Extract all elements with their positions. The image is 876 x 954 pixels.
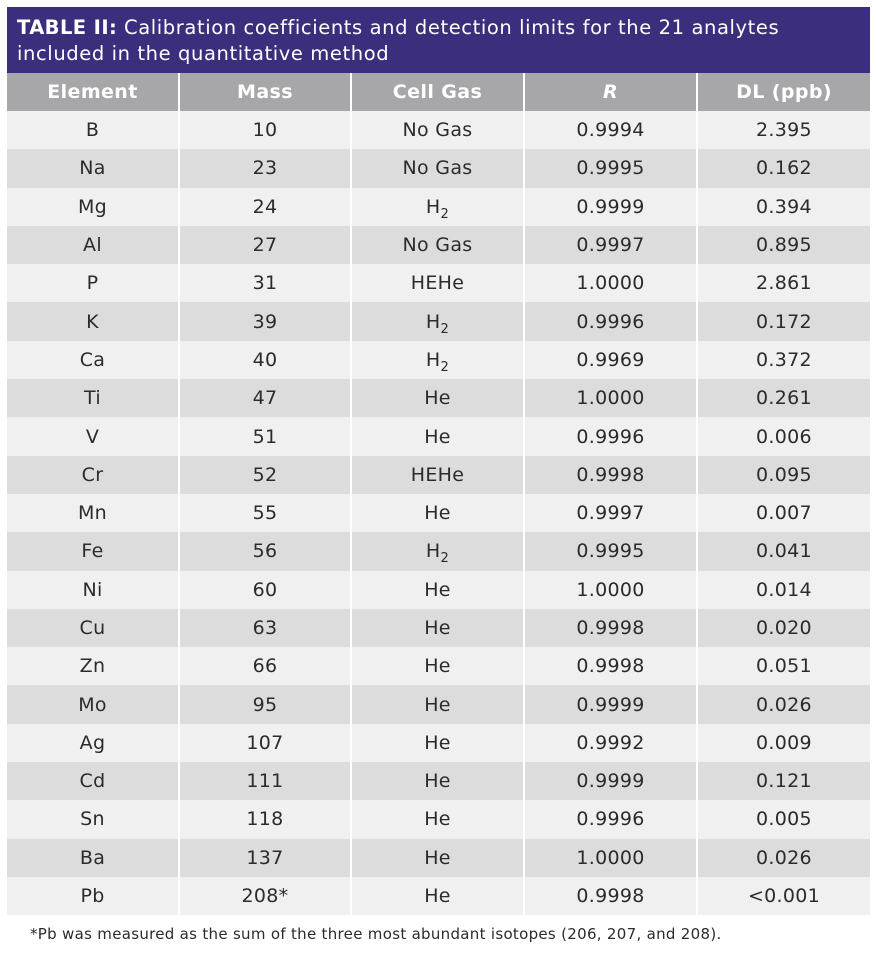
- table-row: [7, 609, 870, 647]
- cell-element: Al: [7, 226, 179, 264]
- table-row: [7, 724, 870, 762]
- cell-gas-text: He: [424, 387, 451, 410]
- cell-gas-text: No Gas: [402, 157, 473, 180]
- cell-dl: 0.006: [697, 417, 870, 455]
- cell-gas: [351, 264, 524, 302]
- cell-mass: 10: [179, 111, 351, 149]
- cell-dl: 0.026: [697, 685, 870, 723]
- cell-r: 0.9997: [524, 226, 697, 264]
- cell-r: 1.0000: [524, 379, 697, 417]
- cell-gas-text: He: [424, 578, 451, 601]
- cell-gas-text: H: [425, 540, 441, 563]
- cell-dl: <0.001: [697, 877, 870, 915]
- cell-mass: 27: [179, 226, 351, 264]
- cell-element: B: [7, 111, 179, 149]
- cell-r: 0.9996: [524, 800, 697, 838]
- cell-gas-subscript: 2: [440, 206, 450, 222]
- cell-dl: 0.095: [697, 456, 870, 494]
- cell-r: 0.9992: [524, 724, 697, 762]
- cell-dl: 0.172: [697, 302, 870, 340]
- cell-gas-text: He: [424, 502, 451, 525]
- cell-r: 0.9998: [524, 609, 697, 647]
- cell-r: 0.9995: [524, 532, 697, 570]
- table-row: [7, 839, 870, 877]
- cell-gas-text: He: [424, 617, 451, 639]
- cell-element: Fe: [7, 532, 179, 570]
- calibration-table: [7, 73, 870, 915]
- cell-r: 0.9998: [524, 877, 697, 915]
- cell-element: Pb: [7, 877, 179, 915]
- cell-gas: [351, 800, 524, 838]
- table-row: [7, 532, 870, 570]
- header-row: [7, 73, 870, 111]
- table-row: [7, 149, 870, 187]
- cell-dl: 0.895: [697, 226, 870, 264]
- cell-r: 0.9994: [524, 111, 697, 149]
- cell-gas-text: He: [424, 731, 451, 754]
- caption-text: Calibration coefficients and detection limits for the 21 analytes included in the quantitative method: [17, 16, 780, 65]
- cell-dl: 0.014: [697, 571, 870, 609]
- cell-gas: [351, 647, 524, 685]
- cell-mass: 39: [179, 302, 351, 340]
- table-row: [7, 456, 870, 494]
- table-row: [7, 188, 870, 226]
- cell-gas-text: HEHe: [410, 272, 465, 295]
- table-row: [7, 417, 870, 455]
- cell-dl: 0.041: [697, 532, 870, 570]
- cell-gas-text: He: [424, 770, 451, 793]
- cell-element: Ca: [7, 341, 179, 379]
- cell-dl: 0.121: [697, 762, 870, 800]
- cell-mass: 95: [179, 685, 351, 723]
- column-header-cell-gas: Cell Gas: [351, 73, 524, 111]
- cell-mass: 60: [179, 571, 351, 609]
- cell-element: K: [7, 302, 179, 340]
- table-row: [7, 264, 870, 302]
- cell-dl: 0.162: [697, 149, 870, 187]
- table-row: [7, 494, 870, 532]
- cell-gas-subscript: 2: [440, 551, 450, 567]
- cell-mass: 55: [179, 494, 351, 532]
- cell-gas: [351, 417, 524, 455]
- cell-gas: [351, 149, 524, 187]
- table-row: [7, 877, 870, 915]
- cell-element: Ti: [7, 379, 179, 417]
- cell-mass: 47: [179, 379, 351, 417]
- cell-dl: 0.261: [697, 379, 870, 417]
- table-row: [7, 111, 870, 149]
- cell-gas-text: He: [424, 885, 451, 908]
- cell-gas: [351, 877, 524, 915]
- table-row: [7, 685, 870, 723]
- column-header-r: R: [524, 73, 697, 111]
- cell-element: Mg: [7, 188, 179, 226]
- cell-gas: [351, 494, 524, 532]
- cell-element: Ag: [7, 724, 179, 762]
- cell-r: 0.9996: [524, 417, 697, 455]
- cell-element: Ba: [7, 839, 179, 877]
- cell-dl: 0.051: [697, 647, 870, 685]
- cell-r: 0.9997: [524, 494, 697, 532]
- cell-gas: [351, 724, 524, 762]
- cell-r: 0.9995: [524, 149, 697, 187]
- cell-gas-text: He: [424, 808, 451, 831]
- cell-gas-subscript: 2: [440, 359, 450, 375]
- cell-mass: 56: [179, 532, 351, 570]
- caption-label: TABLE II:: [17, 16, 118, 39]
- cell-r: 1.0000: [524, 264, 697, 302]
- cell-gas: [351, 456, 524, 494]
- cell-element: Mn: [7, 494, 179, 532]
- cell-gas-text: H: [425, 348, 441, 371]
- table-row: [7, 571, 870, 609]
- cell-dl: 0.007: [697, 494, 870, 532]
- cell-gas: [351, 571, 524, 609]
- cell-dl: 0.009: [697, 724, 870, 762]
- table-row: [7, 379, 870, 417]
- cell-element: Sn: [7, 800, 179, 838]
- cell-mass: 137: [179, 839, 351, 877]
- cell-mass: 40: [179, 341, 351, 379]
- cell-gas-subscript: 2: [440, 321, 450, 337]
- cell-gas: [351, 532, 524, 570]
- column-header-element: Element: [7, 73, 179, 111]
- cell-r: 0.9999: [524, 188, 697, 226]
- table-caption: [7, 7, 870, 73]
- cell-element: P: [7, 264, 179, 302]
- cell-mass: 23: [179, 149, 351, 187]
- cell-gas-text: No Gas: [402, 234, 473, 257]
- cell-gas-text: HEHe: [410, 463, 465, 486]
- cell-dl: 0.372: [697, 341, 870, 379]
- cell-mass: 208*: [179, 877, 351, 915]
- cell-mass: 63: [179, 609, 351, 647]
- column-header-dl: DL (ppb): [697, 73, 870, 111]
- cell-gas: [351, 302, 524, 340]
- table-footnote: *Pb was measured as the sum of the three most abundant isotopes (206, 207, and 208).: [30, 925, 722, 943]
- table-row: [7, 800, 870, 838]
- cell-gas: [351, 762, 524, 800]
- cell-gas-text: H: [425, 310, 441, 333]
- cell-dl: 0.394: [697, 188, 870, 226]
- cell-r: 0.9996: [524, 302, 697, 340]
- table-row: [7, 341, 870, 379]
- cell-mass: 24: [179, 188, 351, 226]
- table-row: [7, 226, 870, 264]
- cell-dl: 0.020: [697, 609, 870, 647]
- cell-mass: 107: [179, 724, 351, 762]
- cell-element: Cu: [7, 609, 179, 647]
- cell-r: 0.9998: [524, 647, 697, 685]
- cell-dl: 2.861: [697, 264, 870, 302]
- cell-mass: 111: [179, 762, 351, 800]
- cell-r: 0.9969: [524, 341, 697, 379]
- cell-element: Cr: [7, 456, 179, 494]
- table-body: [7, 111, 870, 915]
- cell-r: 0.9999: [524, 762, 697, 800]
- table-row: [7, 762, 870, 800]
- cell-gas-text: No Gas: [402, 119, 473, 142]
- cell-element: Zn: [7, 647, 179, 685]
- cell-r: 1.0000: [524, 839, 697, 877]
- column-header-mass: Mass: [179, 73, 351, 111]
- cell-mass: 52: [179, 456, 351, 494]
- cell-r: 0.9999: [524, 685, 697, 723]
- cell-gas-text: He: [424, 693, 451, 716]
- cell-mass: 31: [179, 264, 351, 302]
- table-row: [7, 302, 870, 340]
- cell-element: V: [7, 417, 179, 455]
- cell-gas-text: H: [425, 195, 441, 218]
- cell-element: Ni: [7, 571, 179, 609]
- cell-mass: 66: [179, 647, 351, 685]
- cell-element: Na: [7, 149, 179, 187]
- cell-gas-text: He: [424, 846, 451, 869]
- cell-gas: [351, 839, 524, 877]
- cell-gas-text: He: [424, 425, 451, 448]
- cell-element: Mo: [7, 685, 179, 723]
- cell-dl: 0.026: [697, 839, 870, 877]
- cell-gas: [351, 609, 524, 647]
- cell-gas: [351, 188, 524, 226]
- table-row: [7, 647, 870, 685]
- cell-gas: [351, 226, 524, 264]
- cell-gas: [351, 685, 524, 723]
- cell-element: Cd: [7, 762, 179, 800]
- cell-gas-text: He: [424, 655, 451, 678]
- cell-gas: [351, 111, 524, 149]
- cell-r: 0.9998: [524, 456, 697, 494]
- cell-mass: 118: [179, 800, 351, 838]
- cell-gas: [351, 379, 524, 417]
- table-figure: [7, 7, 870, 915]
- cell-gas: [351, 341, 524, 379]
- cell-dl: 0.005: [697, 800, 870, 838]
- cell-r: 1.0000: [524, 571, 697, 609]
- cell-dl: 2.395: [697, 111, 870, 149]
- cell-mass: 51: [179, 417, 351, 455]
